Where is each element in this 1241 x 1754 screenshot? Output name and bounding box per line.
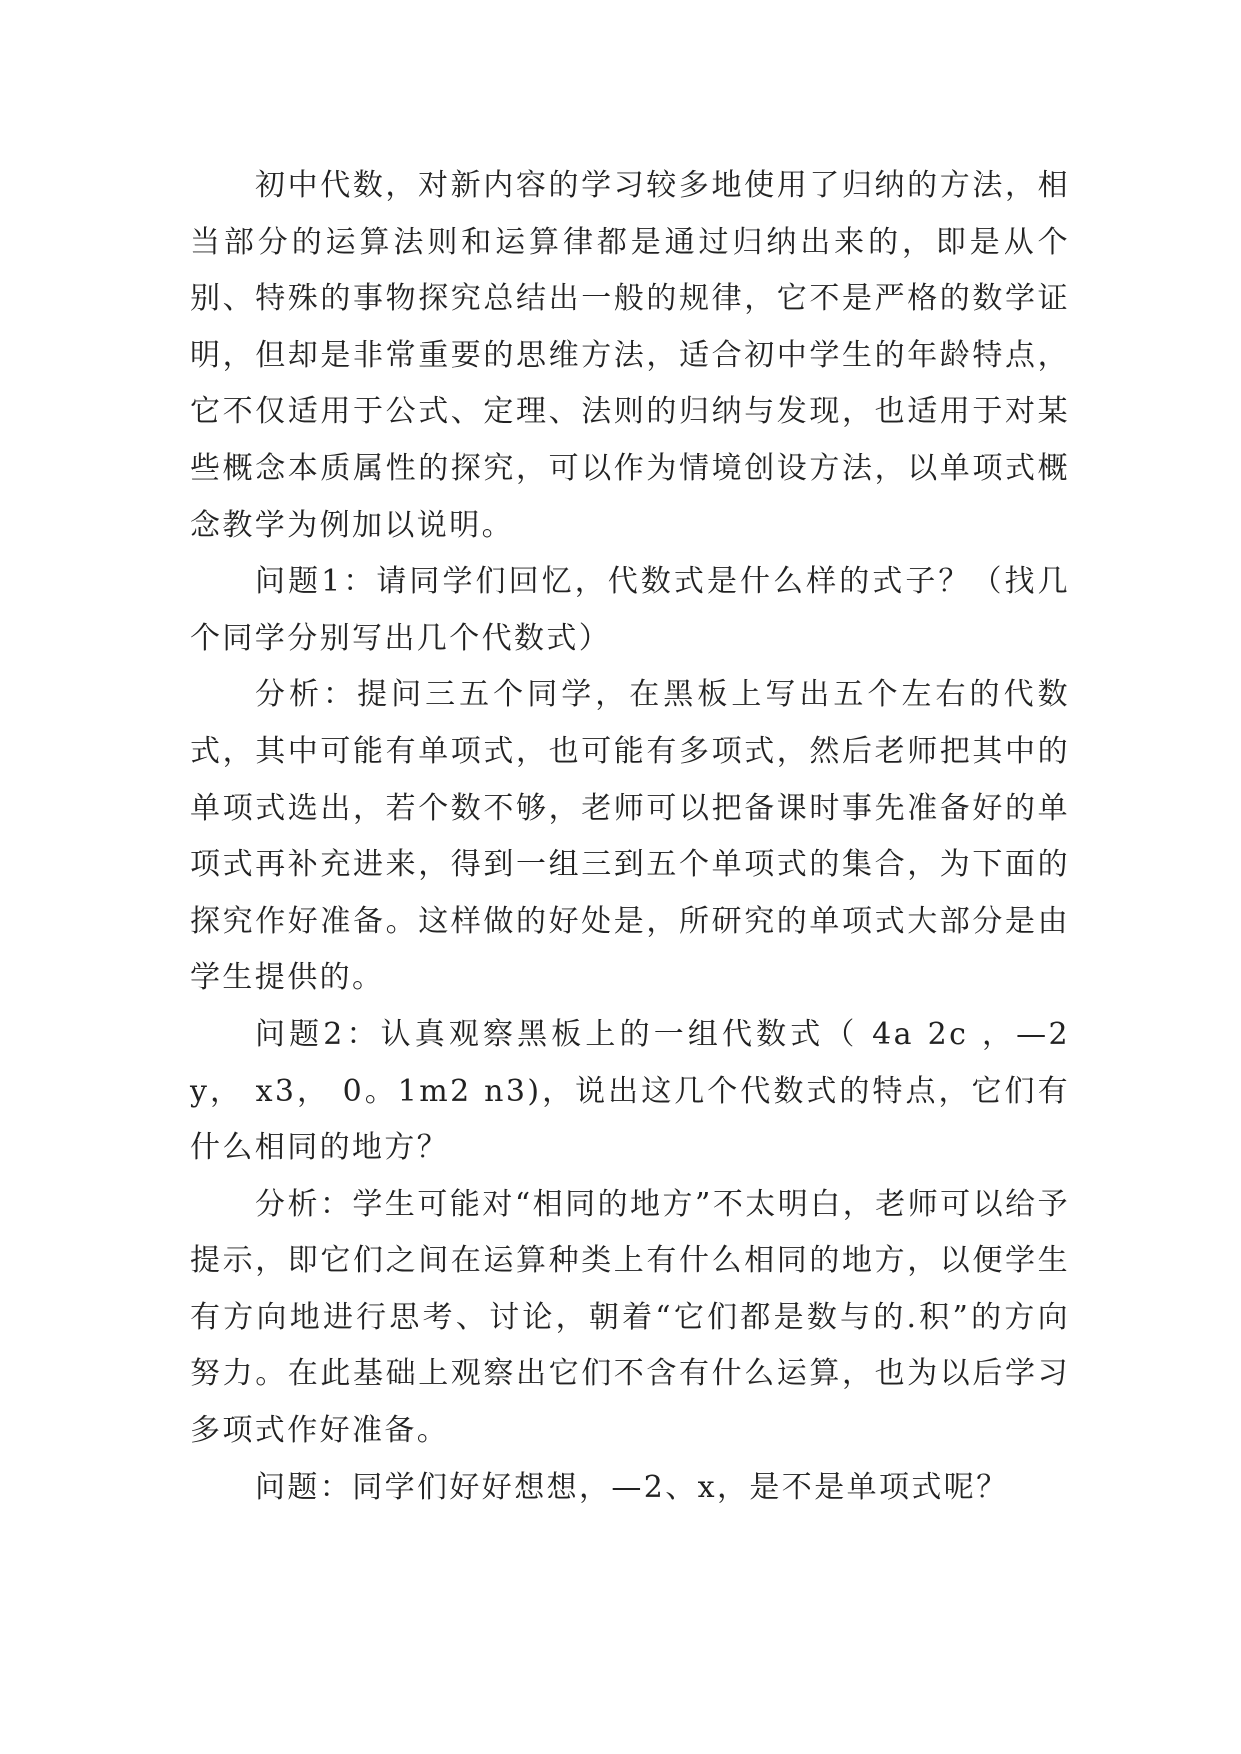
paragraph-question-2: 问题2：认真观察黑板上的一组代数式（ 4a 2c ，—2y， x3， 0。1m2 n3)，说出这几个代数式的特点，它们有什么相同的地方？ <box>190 1016 1070 1166</box>
document-page <box>190 158 1070 1516</box>
paragraph-question-3: 问题：同学们好好想想，—2、x，是不是单项式呢？ <box>255 1469 1009 1505</box>
paragraph-intro: 初中代数，对新内容的学习较多地使用了归纳的方法，相当部分的运算法则和运算律都是通过归纳出来的，即是从个别、特殊的事物探究总结出一般的规律，它不是严格的数学证明，但却是非常重要的思维方法，适合初中学生的年龄特点，它不仅适用于公式、定理、法则的归纳与发现，也适用于对某些概念本质属性的探究，可以作为情境创设方法，以单项式概念教学为例加以说明。 <box>190 168 1070 543</box>
paragraph-analysis-2: 分析：学生可能对“相同的地方”不太明白，老师可以给予提示，即它们之间在运算种类上有什么相同的地方，以便学生有方向地进行思考、讨论，朝着“它们都是数与的.积”的方向努力。在此基础上观察出它们不含有什么运算，也为以后学习多项式作好准备。 <box>190 1186 1070 1449</box>
paragraph-question-1: 问题1：请同学们回忆，代数式是什么样的式子？（找几个同学分别写出几个代数式） <box>190 564 1070 656</box>
paragraph-analysis-1: 分析：提问三五个同学，在黑板上写出五个左右的代数式，其中可能有单项式，也可能有多项式，然后老师把其中的单项式选出，若个数不够，老师可以把备课时事先准备好的单项式再补充进来，得到一组三到五个单项式的集合，为下面的探究作好准备。这样做的好处是，所研究的单项式大部分是由学生提供的。 <box>190 677 1070 996</box>
